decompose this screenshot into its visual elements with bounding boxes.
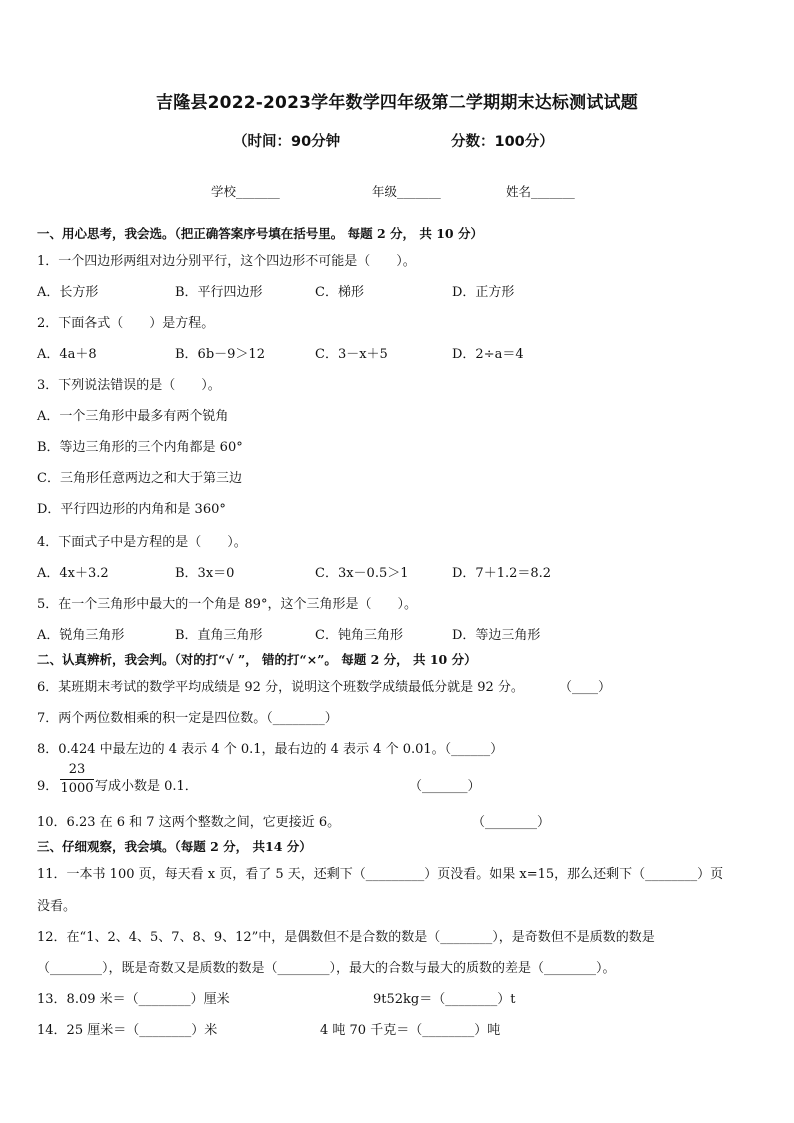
section-heading-3: 三、仔细观察，我会填。（每题 2 分， 共14 分） (37, 839, 312, 854)
section-heading-1: 一、用心思考，我会选。（把正确答案序号填在括号里。 每题 2 分， 共 10 分） (37, 226, 483, 241)
question-2: 2．下面各式（ ）是方程。 (37, 316, 215, 331)
q3-option-c[interactable]: C．三角形任意两边之和大于第三边 (37, 471, 242, 486)
page-title: 吉隆县2022-2023学年数学四年级第二学期期末达标测试试题 (156, 93, 638, 113)
fraction-23-1000 (60, 762, 94, 797)
q5-option-c[interactable]: C．钝角三角形 (315, 628, 403, 643)
fraction-denominator: 1000 (60, 781, 94, 796)
q4-option-d[interactable]: D．7＋1.2＝8.2 (452, 566, 552, 581)
q9-answer-blank[interactable]: （_______） (409, 779, 481, 794)
question-11: 11．一本书 100 页，每天看 x 页，看了 5 天，还剩下（_________）页没看。如果 x=15，那么还剩下（________）页 (37, 867, 724, 882)
question-13: 13．8.09 米＝（________）厘米 (37, 992, 230, 1007)
q4-option-a[interactable]: A．4x＋3.2 (37, 566, 109, 581)
q1-option-a[interactable]: A．长方形 (37, 285, 99, 300)
q4-option-c[interactable]: C．3x－0.5＞1 (315, 566, 409, 581)
question-6: 6．某班期末考试的数学平均成绩是 92 分，说明这个班数学成绩最低分就是 92 分。 (37, 680, 524, 695)
question-11-cont: 没看。 (37, 899, 77, 914)
grade-field[interactable]: 年级_______ (372, 184, 441, 199)
q1-option-c[interactable]: C．梯形 (315, 285, 364, 300)
q3-option-a[interactable]: A．一个三角形中最多有两个锐角 (37, 409, 229, 424)
question-12: 12．在“1、2、4、5、7、8、9、12”中，是偶数但不是合数的数是（________），是奇数但不是质数的数是 (37, 930, 655, 945)
question-4: 4．下面式子中是方程的是（ ）。 (37, 535, 247, 550)
question-1: 1．一个四边形两组对边分别平行，这个四边形不可能是（ ）。 (37, 254, 416, 269)
q3-option-b[interactable]: B．等边三角形的三个内角都是 60° (37, 440, 243, 455)
total-score: 分数：100分） (451, 134, 554, 150)
q2-option-b[interactable]: B．6b－9＞12 (175, 347, 265, 362)
question-14-part-2: 4 吨 70 千克＝（________）吨 (320, 1023, 501, 1038)
q3-option-d[interactable]: D．平行四边形的内角和是 360° (37, 502, 226, 517)
question-7: 7．两个两位数相乘的积一定是四位数。（________） (37, 711, 338, 726)
question-14: 14．25 厘米＝（________）米 (37, 1023, 218, 1038)
q5-option-a[interactable]: A．锐角三角形 (37, 628, 125, 643)
q2-option-a[interactable]: A．4a＋8 (37, 347, 97, 362)
question-13-part-2: 9t52kg＝（________）t (373, 992, 516, 1007)
q2-option-c[interactable]: C．3－x＋5 (315, 347, 388, 362)
q6-answer-blank[interactable]: （____） (559, 680, 612, 695)
question-9-label: 9． (37, 779, 59, 794)
q4-option-b[interactable]: B．3x＝0 (175, 566, 235, 581)
question-9: 写成小数是 0.1． (95, 779, 198, 794)
question-10: 10．6.23 在 6 和 7 这两个整数之间，它更接近 6。 (37, 815, 341, 830)
q5-option-b[interactable]: B．直角三角形 (175, 628, 263, 643)
q5-option-d[interactable]: D．等边三角形 (452, 628, 541, 643)
question-8: 8．0.424 中最左边的 4 表示 4 个 0.1，最右边的 4 表示 4 个 0.01。（______） (37, 742, 504, 757)
question-5: 5．在一个三角形中最大的一个角是 89°，这个三角形是（ ）。 (37, 597, 417, 612)
q10-answer-blank[interactable]: （________） (472, 815, 551, 830)
question-3: 3．下列说法错误的是（ ）。 (37, 378, 221, 393)
q2-option-d[interactable]: D．2÷a＝4 (452, 347, 524, 362)
name-field[interactable]: 姓名_______ (506, 184, 575, 199)
fraction-bar (60, 779, 94, 780)
question-12-cont: （________），既是奇数又是质数的数是（________），最大的合数与最大的质数的差是（________）。 (37, 961, 616, 976)
school-field[interactable]: 学校_______ (211, 184, 280, 199)
time-limit: （时间：90分钟 (233, 134, 341, 150)
q1-option-d[interactable]: D．正方形 (452, 285, 515, 300)
q1-option-b[interactable]: B．平行四边形 (175, 285, 263, 300)
fraction-numerator: 23 (68, 762, 86, 777)
section-heading-2: 二、认真辨析，我会判。（对的打“√ ”， 错的打“×”。 每题 2 分， 共 10 分） (37, 652, 477, 667)
